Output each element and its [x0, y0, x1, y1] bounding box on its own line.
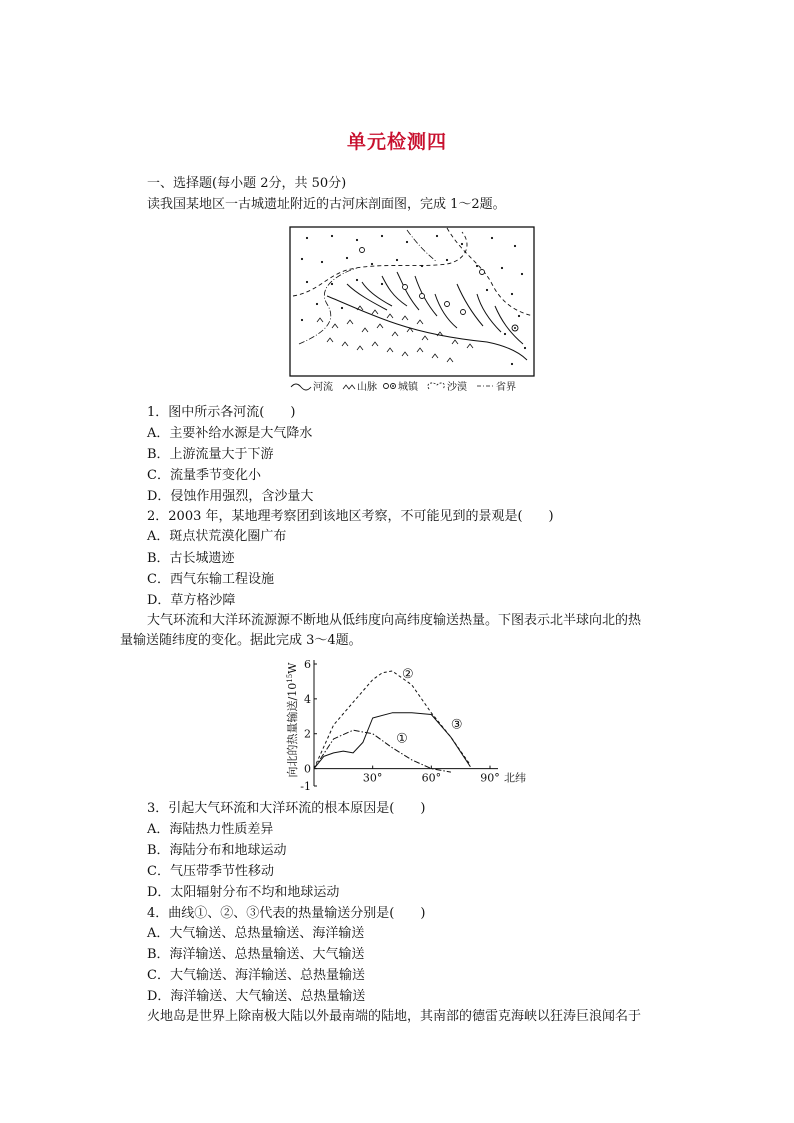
- q3-option-d: D．太阳辐射分布不均和地球运动: [147, 885, 340, 900]
- q1-option-b: B．上游流量大于下游: [147, 447, 274, 462]
- q1-option-a: A．主要补给水源是大气降水: [147, 426, 313, 441]
- y-axis-label-sup: 15: [286, 673, 294, 683]
- legend-border: 省界: [496, 382, 516, 393]
- page-title: 单元检测四: [346, 131, 447, 153]
- legend-town: 城镇: [398, 382, 418, 393]
- q2-option-a: A．斑点状荒漠化圈广布: [147, 529, 287, 544]
- heat-transport-chart: [280, 656, 526, 794]
- y-tick-label-2: 2: [304, 727, 311, 741]
- q3-option-a: A．海陆热力性质差异: [147, 822, 274, 837]
- river-map-figure: [287, 224, 539, 396]
- y-tick-label-4: -1: [300, 780, 311, 793]
- series-line-3: [314, 713, 470, 769]
- q2-option-b: B．古长城遗迹: [147, 551, 235, 566]
- q1-option-d: D．侵蚀作用强烈，含沙量大: [147, 489, 314, 504]
- section-heading: 一、选择题(每小题 2分，共 50分): [147, 176, 347, 191]
- legend-desert: 沙漠: [447, 382, 467, 393]
- intro-q3-4-line2: 量输送随纬度的变化。据此完成 3～4题。: [120, 633, 362, 648]
- series-line-1: [314, 730, 451, 772]
- series-line-2: [314, 671, 470, 769]
- q2-stem: 2．2003 年，某地理考察团到该地区考察，不可能见到的景观是( ): [147, 509, 554, 524]
- y-tick-label-1: 4: [304, 692, 311, 706]
- y-tick-label-0: 6: [304, 658, 311, 671]
- y-tick-label-3: 0: [304, 762, 311, 776]
- y-axis-title: [285, 662, 299, 778]
- q2-option-d: D．草方格沙障: [147, 593, 236, 608]
- q4-option-b: B．海洋输送、总热量输送、大气输送: [147, 947, 365, 962]
- y-axis-label-text: 向北的热量输送/10: [286, 682, 299, 778]
- intro-q3-4-line1: 大气环流和大洋环流源源不断地从低纬度向高纬度输送热量。下图表示北半球向北的热: [147, 613, 642, 628]
- q4-option-d: D．海洋输送、大气输送、总热量输送: [147, 989, 366, 1004]
- x-tick-label-0: 30°: [362, 771, 383, 785]
- q2-option-c: C．西气东输工程设施: [147, 572, 274, 587]
- series-label-2: ②: [402, 666, 414, 682]
- q3-option-b: B．海陆分布和地球运动: [147, 843, 287, 858]
- series-label-3: ③: [450, 717, 463, 733]
- q4-stem: 4．曲线①、②、③代表的热量输送分别是( ): [147, 906, 426, 921]
- x-tick-label-2: 90°: [480, 771, 500, 785]
- q1-option-c: C．流量季节变化小: [147, 468, 261, 483]
- q4-option-c: C．大气输送、海洋输送、总热量输送: [147, 968, 365, 983]
- legend-river: 河流: [313, 382, 333, 393]
- series-label-1: ①: [396, 731, 408, 747]
- q4-option-a: A．大气输送、总热量输送、海洋输送: [147, 926, 365, 941]
- q1-stem: 1．图中所示各河流( ): [147, 405, 296, 420]
- intro-q1-2: 读我国某地区一古城遗址附近的古河床剖面图，完成 1～2题。: [147, 197, 506, 212]
- y-axis-label-unit: W: [286, 662, 299, 674]
- q3-stem: 3．引起大气环流和大洋环流的根本原因是( ): [147, 801, 426, 816]
- intro-q5-line1: 火地岛是世界上除南极大陆以外最南端的陆地，其南部的德雷克海峡以狂涛巨浪闻名于: [147, 1009, 642, 1024]
- x-axis-label: 北纬: [504, 771, 526, 785]
- q3-option-c: C．气压带季节性移动: [147, 864, 274, 879]
- svg-text:向北的热量输送/1015W: [285, 662, 299, 778]
- x-tick-label-1: 60°: [421, 771, 442, 785]
- legend-mountain: 山脉: [357, 382, 377, 393]
